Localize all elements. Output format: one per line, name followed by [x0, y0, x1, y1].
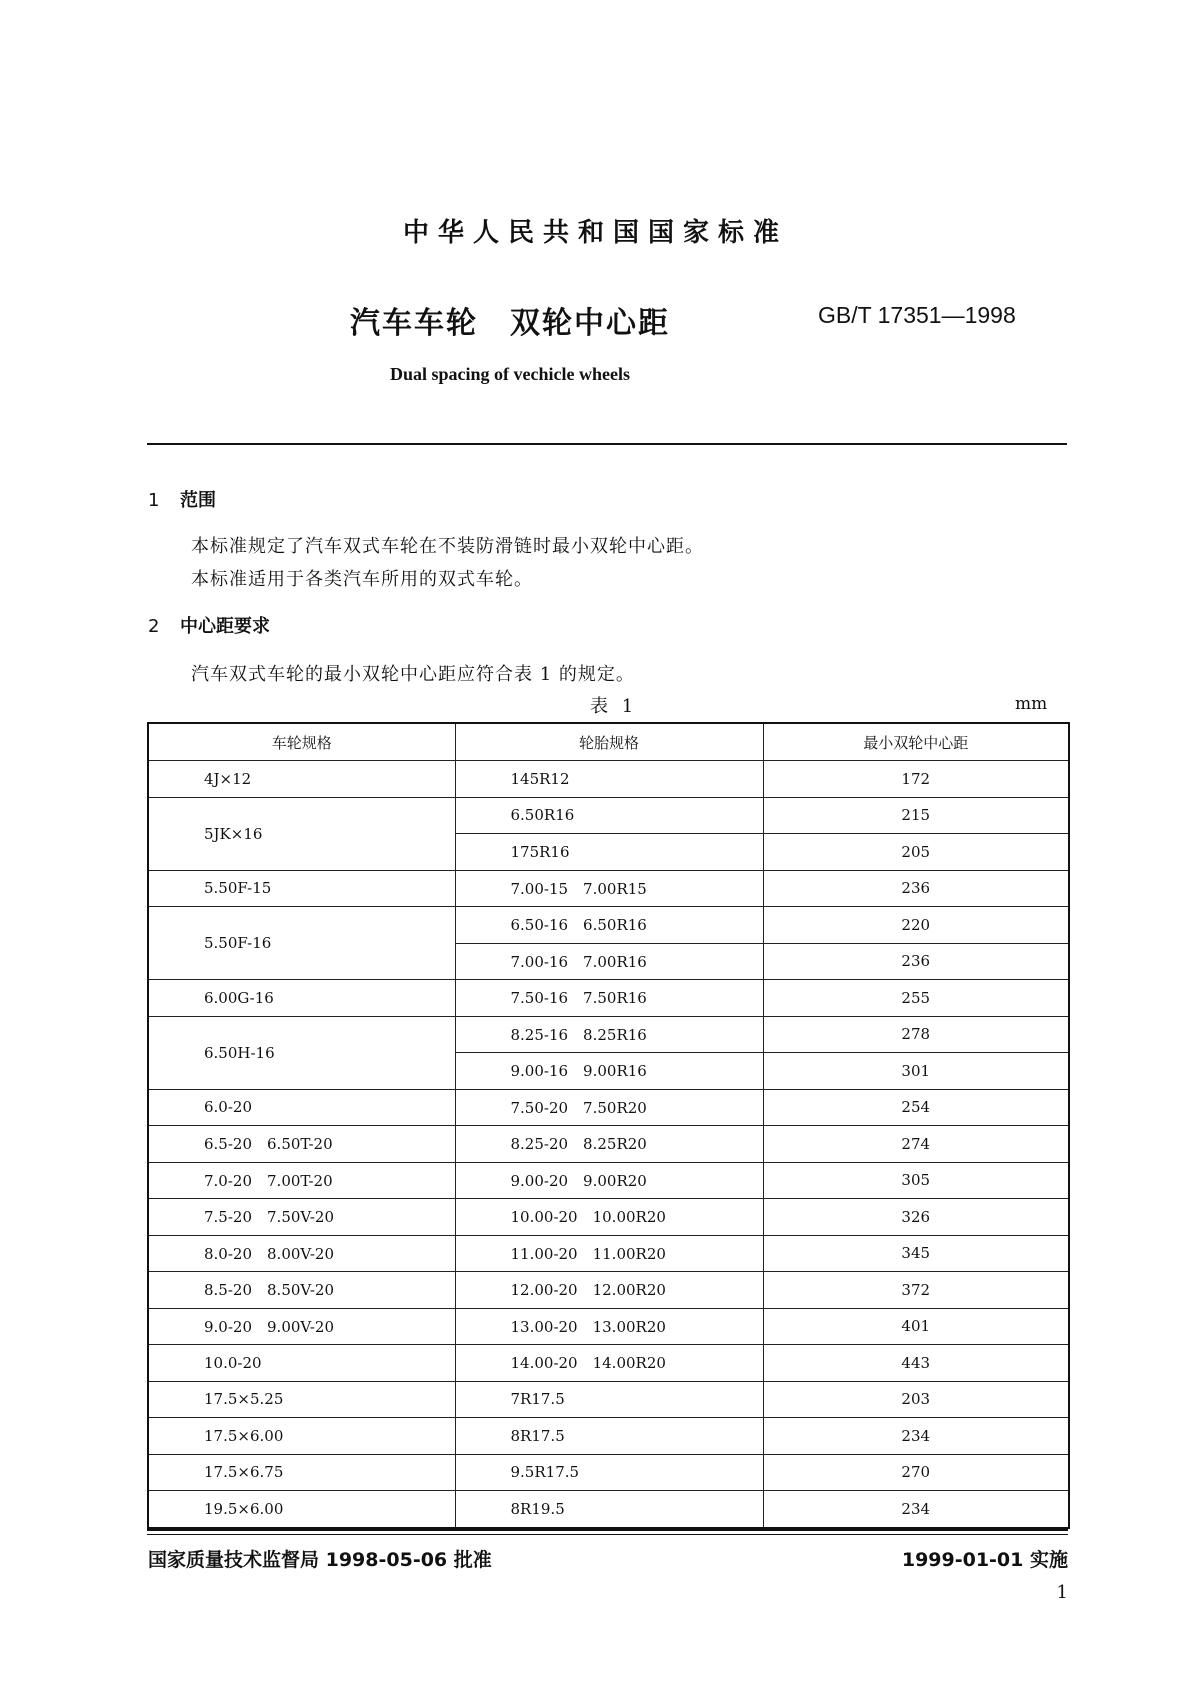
table-row [148, 1016, 1069, 1053]
section-2-number: 2 [148, 616, 160, 637]
table-row [148, 1418, 1069, 1455]
table-unit: mm [1015, 694, 1048, 714]
wheel-spec-cell: 17.5×5.25 [148, 1381, 455, 1418]
min-dual-spacing-cell: 215 [763, 797, 1069, 834]
page-number: 1 [1056, 1582, 1068, 1603]
min-dual-spacing-cell: 278 [763, 1016, 1069, 1053]
min-dual-spacing-cell: 372 [763, 1272, 1069, 1309]
min-dual-spacing-cell: 326 [763, 1199, 1069, 1236]
min-dual-spacing-cell: 401 [763, 1308, 1069, 1345]
standard-number: GB/T 17351—1998 [818, 302, 1016, 328]
table-row [148, 1345, 1069, 1382]
tire-spec-cell: 13.00-20 13.00R20 [455, 1308, 763, 1345]
section-2-title: 中心距要求 [180, 616, 270, 637]
tire-spec-cell: 8.25-16 8.25R16 [455, 1016, 763, 1053]
tire-spec-cell: 7R17.5 [455, 1381, 763, 1418]
tire-spec-cell: 8.25-20 8.25R20 [455, 1126, 763, 1163]
wheel-spec-cell: 8.5-20 8.50V-20 [148, 1272, 455, 1309]
tire-spec-cell: 9.5R17.5 [455, 1454, 763, 1491]
wheel-spec-cell: 4J×12 [148, 761, 455, 798]
table-row [148, 907, 1069, 944]
tire-spec-cell: 11.00-20 11.00R20 [455, 1235, 763, 1272]
min-dual-spacing-cell: 345 [763, 1235, 1069, 1272]
wheel-spec-cell: 8.0-20 8.00V-20 [148, 1235, 455, 1272]
table-row [148, 1235, 1069, 1272]
min-dual-spacing-cell: 305 [763, 1162, 1069, 1199]
table-row [148, 1272, 1069, 1309]
tire-spec-cell: 9.00-16 9.00R16 [455, 1053, 763, 1090]
header-tire-spec: 轮胎规格 [455, 723, 763, 761]
min-dual-spacing-cell: 255 [763, 980, 1069, 1017]
wheel-spec-cell: 6.00G-16 [148, 980, 455, 1017]
tire-spec-cell: 6.50R16 [455, 797, 763, 834]
wheel-spec-cell: 6.0-20 [148, 1089, 455, 1126]
min-dual-spacing-cell: 301 [763, 1053, 1069, 1090]
min-dual-spacing-cell: 172 [763, 761, 1069, 798]
table-caption: 表 1 [590, 696, 638, 717]
section-1-paragraph-1: 本标准规定了汽车双式车轮在不装防滑链时最小双轮中心距。 [191, 536, 704, 557]
section-1-title: 范围 [180, 490, 216, 511]
min-dual-spacing-cell: 236 [763, 943, 1069, 980]
tire-spec-cell: 7.00-16 7.00R16 [455, 943, 763, 980]
standard-title: 中华人民共和国国家标准 [402, 218, 788, 248]
table-row [148, 1199, 1069, 1236]
table-row [148, 1308, 1069, 1345]
wheel-spec-cell: 6.5-20 6.50T-20 [148, 1126, 455, 1163]
table-row [148, 797, 1069, 834]
table-row [148, 1126, 1069, 1163]
table-row [148, 980, 1069, 1017]
document-title: 汽车车轮 双轮中心距 [350, 306, 670, 341]
footer-divider-thin [147, 1534, 1068, 1535]
effective-date: 1999-01-01 实施 [901, 1549, 1068, 1571]
section-2-paragraph-1: 汽车双式车轮的最小双轮中心距应符合表 1 的规定。 [191, 664, 635, 685]
min-dual-spacing-cell: 234 [763, 1418, 1069, 1455]
min-dual-spacing-cell: 205 [763, 834, 1069, 871]
section-1-paragraph-2: 本标准适用于各类汽车所用的双式车轮。 [191, 569, 533, 590]
wheel-spec-cell: 10.0-20 [148, 1345, 455, 1382]
tire-spec-cell: 6.50-16 6.50R16 [455, 907, 763, 944]
tire-spec-cell: 8R19.5 [455, 1491, 763, 1528]
wheel-spec-cell: 5.50F-15 [148, 870, 455, 907]
tire-spec-cell: 7.50-20 7.50R20 [455, 1089, 763, 1126]
min-dual-spacing-cell: 236 [763, 870, 1069, 907]
tire-spec-cell: 175R16 [455, 834, 763, 871]
section-1-number: 1 [148, 490, 160, 511]
approval-note: 国家质量技术监督局 1998-05-06 批准 [148, 1549, 492, 1571]
table-row [148, 1454, 1069, 1491]
wheel-spec-cell: 17.5×6.75 [148, 1454, 455, 1491]
min-dual-spacing-cell: 220 [763, 907, 1069, 944]
min-dual-spacing-cell: 203 [763, 1381, 1069, 1418]
footer-divider [147, 1529, 1068, 1531]
wheel-spec-cell: 6.50H-16 [148, 1016, 455, 1089]
table-header-row [148, 723, 1069, 761]
tire-spec-cell: 10.00-20 10.00R20 [455, 1199, 763, 1236]
table-body [148, 761, 1069, 1528]
table-row [148, 1162, 1069, 1199]
section-2-heading [148, 612, 270, 638]
tire-spec-cell: 145R12 [455, 761, 763, 798]
tire-spec-cell: 12.00-20 12.00R20 [455, 1272, 763, 1309]
header-divider [147, 443, 1067, 445]
min-dual-spacing-cell: 234 [763, 1491, 1069, 1528]
min-dual-spacing-cell: 270 [763, 1454, 1069, 1491]
wheel-spec-cell: 17.5×6.00 [148, 1418, 455, 1455]
table-row [148, 1491, 1069, 1528]
min-dual-spacing-cell: 443 [763, 1345, 1069, 1382]
table-row [148, 1089, 1069, 1126]
tire-spec-cell: 14.00-20 14.00R20 [455, 1345, 763, 1382]
min-dual-spacing-cell: 274 [763, 1126, 1069, 1163]
wheel-spec-cell: 9.0-20 9.00V-20 [148, 1308, 455, 1345]
spec-table [147, 722, 1070, 1529]
header-min-dual-spacing: 最小双轮中心距 [763, 723, 1069, 761]
table-row [148, 870, 1069, 907]
english-title: Dual spacing of vechicle wheels [390, 364, 630, 384]
tire-spec-cell: 7.50-16 7.50R16 [455, 980, 763, 1017]
tire-spec-cell: 8R17.5 [455, 1418, 763, 1455]
wheel-spec-cell: 5JK×16 [148, 797, 455, 870]
header-wheel-spec: 车轮规格 [148, 723, 455, 761]
section-1-heading [148, 486, 216, 512]
tire-spec-cell: 9.00-20 9.00R20 [455, 1162, 763, 1199]
wheel-spec-cell: 7.5-20 7.50V-20 [148, 1199, 455, 1236]
table-row [148, 761, 1069, 798]
wheel-spec-cell: 7.0-20 7.00T-20 [148, 1162, 455, 1199]
wheel-spec-cell: 5.50F-16 [148, 907, 455, 980]
min-dual-spacing-cell: 254 [763, 1089, 1069, 1126]
wheel-spec-cell: 19.5×6.00 [148, 1491, 455, 1528]
table-row [148, 1381, 1069, 1418]
tire-spec-cell: 7.00-15 7.00R15 [455, 870, 763, 907]
